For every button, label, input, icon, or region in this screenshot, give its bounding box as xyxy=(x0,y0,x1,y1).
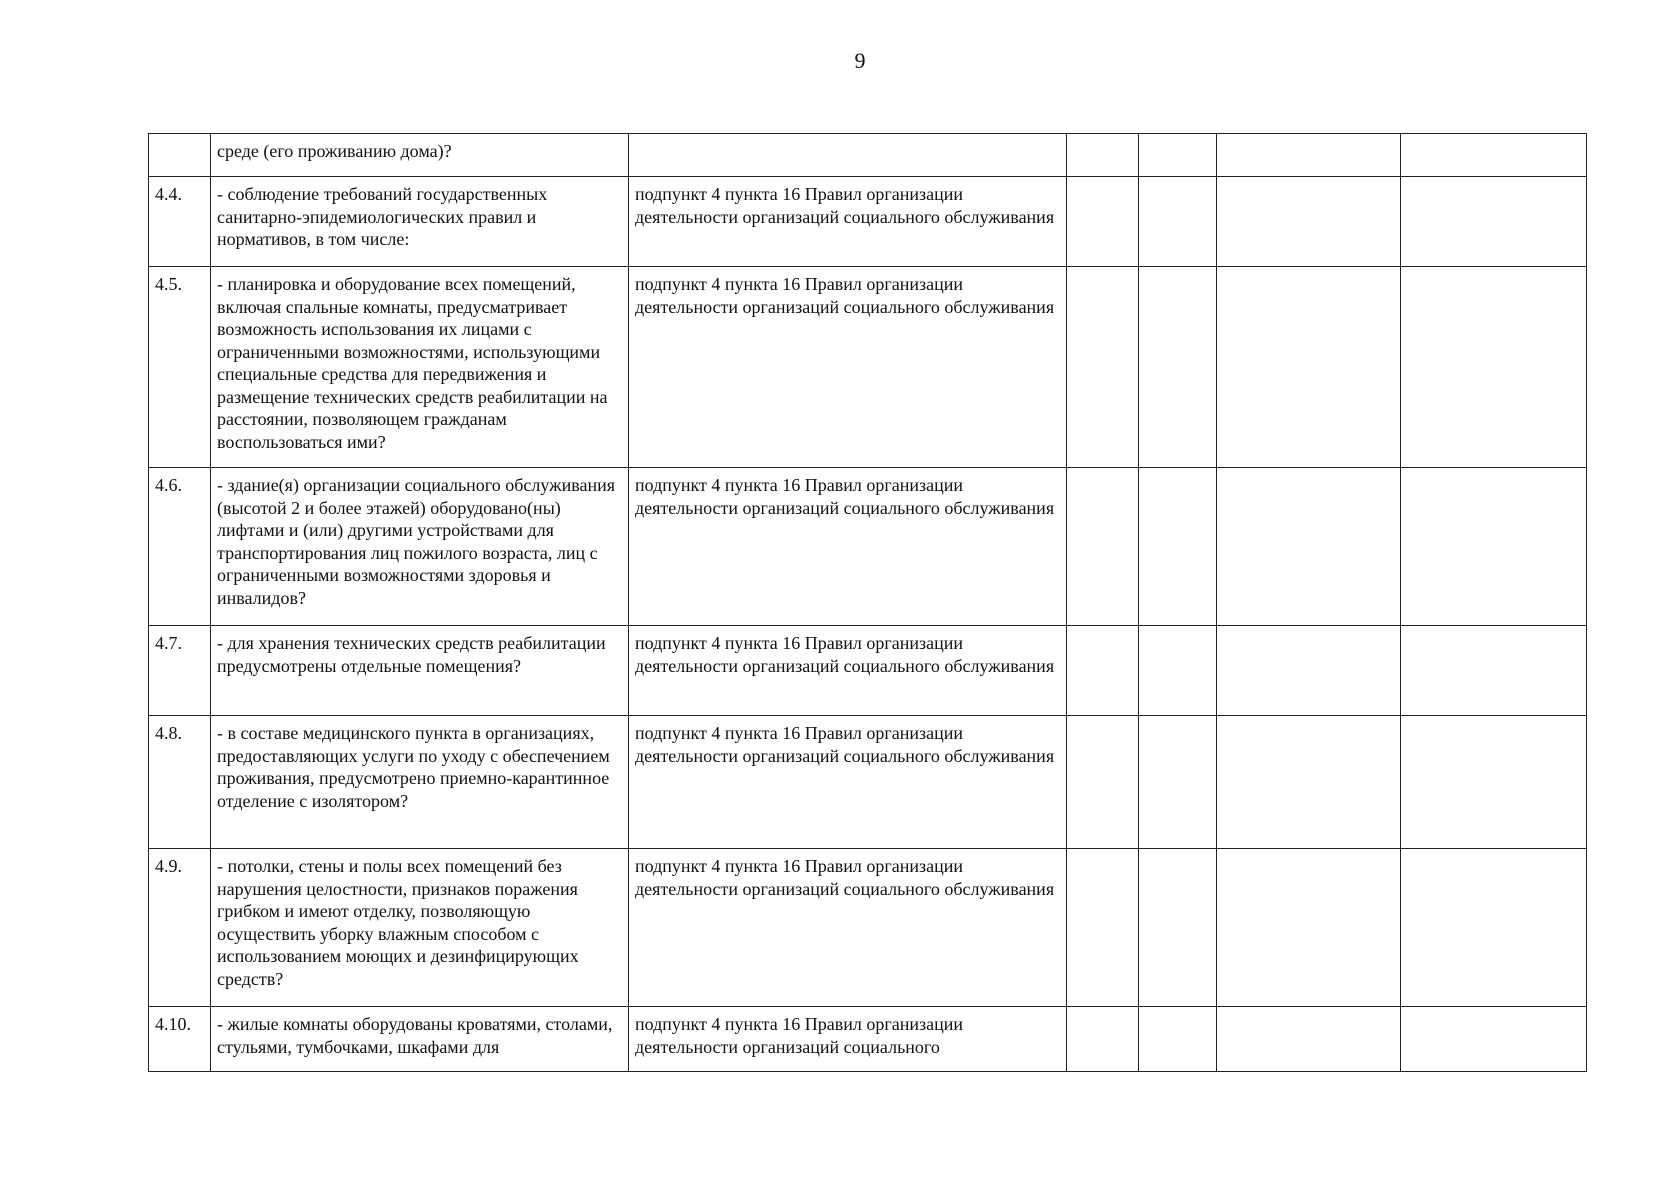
legal-reference: подпункт 4 пункта 16 Правил организации деятельности организаций социального обслуживания xyxy=(629,468,1067,626)
legal-reference xyxy=(629,134,1067,177)
not-applicable-cell xyxy=(1217,134,1401,177)
requirement-text: - в составе медицинского пункта в организациях, предоставляющих услуги по уходу с обеспечением проживания, предусмотрено приемно-карантинное отделение с изолятором? xyxy=(211,716,629,849)
answer-yes-cell xyxy=(1067,468,1139,626)
note-cell xyxy=(1401,626,1587,716)
legal-reference: подпункт 4 пункта 16 Правил организации деятельности организаций социального xyxy=(629,1007,1067,1072)
answer-no-cell xyxy=(1139,134,1217,177)
answer-yes-cell xyxy=(1067,849,1139,1007)
item-number: 4.10. xyxy=(149,1007,211,1072)
table-row xyxy=(149,267,1587,468)
table-row xyxy=(149,1007,1587,1072)
page-number: 9 xyxy=(854,48,866,73)
answer-no-cell xyxy=(1139,716,1217,849)
requirement-text: среде (его проживанию дома)? xyxy=(211,134,629,177)
note-cell xyxy=(1401,849,1587,1007)
note-cell xyxy=(1401,468,1587,626)
not-applicable-cell xyxy=(1217,177,1401,267)
answer-yes-cell xyxy=(1067,134,1139,177)
table-row xyxy=(149,716,1587,849)
answer-no-cell xyxy=(1139,468,1217,626)
not-applicable-cell xyxy=(1217,468,1401,626)
answer-yes-cell xyxy=(1067,716,1139,849)
legal-reference: подпункт 4 пункта 16 Правил организации деятельности организаций социального обслуживания xyxy=(629,267,1067,468)
note-cell xyxy=(1401,716,1587,849)
note-cell xyxy=(1401,177,1587,267)
answer-no-cell xyxy=(1139,626,1217,716)
table-row xyxy=(149,626,1587,716)
legal-reference: подпункт 4 пункта 16 Правил организации деятельности организаций социального обслуживания xyxy=(629,716,1067,849)
answer-yes-cell xyxy=(1067,626,1139,716)
item-number: 4.6. xyxy=(149,468,211,626)
answer-no-cell xyxy=(1139,177,1217,267)
note-cell xyxy=(1401,267,1587,468)
checklist-table xyxy=(148,133,1587,1072)
legal-reference: подпункт 4 пункта 16 Правил организации деятельности организаций социального обслуживания xyxy=(629,849,1067,1007)
requirement-text: - жилые комнаты оборудованы кроватями, столами, стульями, тумбочками, шкафами для xyxy=(211,1007,629,1072)
table-row xyxy=(149,849,1587,1007)
not-applicable-cell xyxy=(1217,626,1401,716)
not-applicable-cell xyxy=(1217,849,1401,1007)
requirement-text: - соблюдение требований государственных санитарно-эпидемиологических правил и нормативов, в том числе: xyxy=(211,177,629,267)
table-row xyxy=(149,177,1587,267)
item-number xyxy=(149,134,211,177)
item-number: 4.4. xyxy=(149,177,211,267)
item-number: 4.7. xyxy=(149,626,211,716)
not-applicable-cell xyxy=(1217,267,1401,468)
item-number: 4.9. xyxy=(149,849,211,1007)
not-applicable-cell xyxy=(1217,1007,1401,1072)
answer-no-cell xyxy=(1139,849,1217,1007)
answer-yes-cell xyxy=(1067,177,1139,267)
answer-no-cell xyxy=(1139,1007,1217,1072)
requirement-text: - планировка и оборудование всех помещений, включая спальные комнаты, предусматривает возможность использования их лицами с ограниченными возможностями, использующими специальные средства для передвижения и размещение технических средств реабилитации на расстоянии, позволяющем гражданам воспользоваться ими? xyxy=(211,267,629,468)
note-cell xyxy=(1401,134,1587,177)
item-number: 4.5. xyxy=(149,267,211,468)
legal-reference: подпункт 4 пункта 16 Правил организации деятельности организаций социального обслуживания xyxy=(629,626,1067,716)
requirement-text: - здание(я) организации социального обслуживания (высотой 2 и более этажей) оборудовано(ны) лифтами и (или) другими устройствами для транспортирования лиц пожилого возраста, лиц с ограниченными возможностями здоровья и инвалидов? xyxy=(211,468,629,626)
answer-yes-cell xyxy=(1067,267,1139,468)
requirement-text: - потолки, стены и полы всех помещений без нарушения целостности, признаков поражения грибком и имеют отделку, позволяющую осуществить уборку влажным способом с использованием моющих и дезинфицирующих средств? xyxy=(211,849,629,1007)
legal-reference: подпункт 4 пункта 16 Правил организации деятельности организаций социального обслуживания xyxy=(629,177,1067,267)
item-number: 4.8. xyxy=(149,716,211,849)
table-row xyxy=(149,134,1587,177)
requirement-text: - для хранения технических средств реабилитации предусмотрены отдельные помещения? xyxy=(211,626,629,716)
answer-yes-cell xyxy=(1067,1007,1139,1072)
answer-no-cell xyxy=(1139,267,1217,468)
not-applicable-cell xyxy=(1217,716,1401,849)
table-row xyxy=(149,468,1587,626)
note-cell xyxy=(1401,1007,1587,1072)
